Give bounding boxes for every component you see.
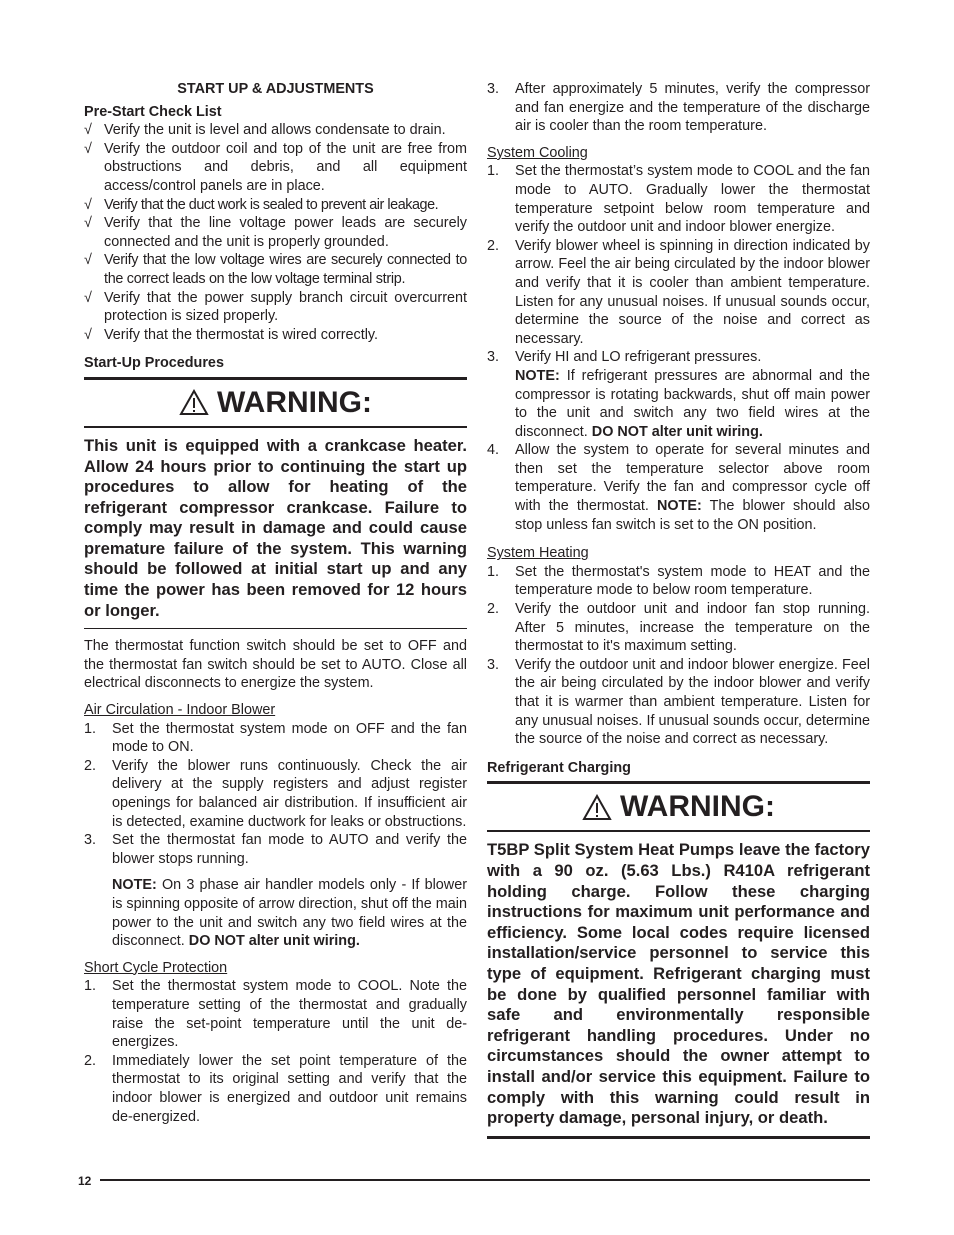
air-circulation-list	[84, 720, 467, 869]
warning-box	[487, 781, 870, 1138]
list-item: 2. Verify the blower runs continuously. Check the air delivery at the supply registers and adjust register openings for balanced air distribution. If insufficient air is detected, examine ductwork for leaks or obstructions.	[84, 757, 467, 830]
list-item: 1. Set the thermostat's system mode to HEAT and the temperature mode to below room temperature.	[487, 563, 870, 599]
check-mark: √	[84, 196, 92, 213]
list-item: 2. Immediately lower the set point temperature of the thermostat to its original setting and verify that the indoor blower is energized and outdoor unit remains de-energized.	[84, 1052, 467, 1125]
list-item: 2. Verify the outdoor unit and indoor fan stop running. After 5 minutes, increase the temperature on the thermostat to it's maximum setting.	[487, 601, 870, 655]
warning-triangle-icon	[179, 389, 209, 416]
air-circulation-heading: Air Circulation - Indoor Blower	[84, 702, 276, 719]
check-item: √ Verify the outdoor coil and top of the unit are free from obstructions and debris, and all equipment access/control panels are in place.	[84, 140, 467, 194]
list-item: 3. After approximately 5 minutes, verify the compressor and fan energize and the temperature of the discharge air is cooler than the room temperature.	[487, 81, 870, 135]
right-column	[487, 80, 870, 1139]
list-item: 1. Set the thermostat system mode on OFF and the fan mode to ON.	[84, 720, 467, 756]
refrigerant-charging-heading: Refrigerant Charging	[487, 759, 631, 776]
warning-triangle-icon	[582, 794, 612, 821]
section-title: START UP & ADJUSTMENTS	[177, 81, 374, 97]
startup-heading: Start-Up Procedures	[84, 355, 224, 372]
list-item: 3. Set the thermostat fan mode to AUTO and verify the blower stops running.	[84, 832, 467, 867]
intro-paragraph: The thermostat function switch should be set to OFF and the thermostat fan switch should be set to AUTO. Close all electrical disconnects to energize the system.	[84, 638, 467, 692]
air-note: NOTE: On 3 phase air handler models only - If blower is spinning opposite of arrow direction, shut off the main power to the unit and switch any two field wires at the disconnect. DO NOT alter unit wiring.	[112, 877, 467, 950]
list-item: 3. Verify HI and LO refrigerant pressures. NOTE: If refrigerant pressures are abnormal and the compressor is rotating backwards, shut off main power to the unit and switch any two field wires at the disconnect. DO NOT alter unit wiring.	[487, 349, 870, 440]
warning-title: WARNING:	[620, 790, 775, 824]
check-mark: √	[84, 289, 92, 306]
warning-title-row	[84, 380, 467, 428]
check-item: √ Verify the unit is level and allows condensate to drain.	[84, 122, 446, 139]
page-number: 12	[78, 1174, 92, 1188]
check-item: √ Verify that the low voltage wires are securely connected to the correct leads on the low voltage terminal strip.	[84, 252, 467, 287]
check-mark: √	[84, 252, 92, 269]
list-item: 3. Verify the outdoor unit and indoor blower energize. Feel the air being circulated by the indoor blower and verify that it is warmer than ambient temperature. Listen for any unusual noises. If unusual sounds occur, determine the source of the noise and correct as necessary.	[487, 656, 870, 748]
left-column	[84, 80, 467, 1126]
check-mark: √	[84, 326, 92, 343]
list-item: 4. Allow the system to operate for several minutes and then set the temperature selector above room temperature. Verify the fan and compressor cycle off with the thermostat. NOTE: The blower should also stop unless fan switch is set to the ON position.	[487, 442, 870, 533]
warning-title-row	[487, 784, 870, 832]
check-mark: √	[84, 215, 92, 232]
check-item: √ Verify that the line voltage power leads are securely connected and the unit is properly grounded.	[84, 215, 467, 250]
warning-title: WARNING:	[217, 385, 372, 419]
check-item: √ Verify that the thermostat is wired correctly.	[84, 326, 379, 343]
precheck-list	[84, 121, 467, 344]
check-mark: √	[84, 140, 92, 157]
footer-rule	[100, 1179, 870, 1181]
system-heating-list	[487, 563, 870, 749]
check-item: √ Verify that the duct work is sealed to prevent air leakage.	[84, 196, 439, 213]
warning-box	[84, 377, 467, 629]
warning-text: This unit is equipped with a crankcase heater. Allow 24 hours prior to continuing the start up procedures to allow for heating of the refrigerant compressor crankcase. Failure to comply may result in damage and could cause premature failure of the system. This warning should be followed at initial start up and any time the power has been removed for 12 hours or longer.	[84, 436, 467, 629]
system-heating-heading: System Heating	[487, 545, 589, 562]
system-cooling-list	[487, 162, 870, 534]
short-cycle-heading: Short Cycle Protection	[84, 959, 228, 976]
short-cycle-list	[84, 977, 467, 1126]
list-item: 2. Verify blower wheel is spinning in direction indicated by arrow. Feel the air being circulated by the indoor blower and verify that it is cooler than ambient temperature. Listen for any unusual noises. If unusual sounds occur, determine the source of the noise and correct as necessary.	[487, 237, 870, 347]
warning-text: T5BP Split System Heat Pumps leave the factory with a 90 oz. (5.63 Lbs.) R410A refrigerant holding charge. Follow these charging instructions for maximum unit performance and efficiency. Some local codes require licensed installation/service personnel to service this type of equipment. Refrigerant charging must be done by qualified personnel familiar with safe and environmentally responsible refrigerant handling procedures. Under no circumstances should the owner attempt to install and/or service this equipment. Failure to comply with this warning could result in property damage, personal injury, or death.	[487, 840, 870, 1138]
list-item: 1. Set the thermostat’s system mode to COOL and the fan mode to AUTO. Gradually lower the thermostat temperature setpoint below room temperature and verify the outdoor unit and indoor blower energize.	[487, 163, 870, 236]
system-cooling-heading: System Cooling	[487, 144, 588, 161]
list-item: 1. Set the thermostat system mode to COOL. Note the temperature setting of the thermostat and gradually raise the set-point temperature until the unit de-energizes.	[84, 978, 467, 1051]
check-mark: √	[84, 122, 92, 139]
precheck-heading: Pre-Start Check List	[84, 103, 222, 120]
check-item: √ Verify that the power supply branch circuit overcurrent protection is sized properly.	[84, 289, 467, 325]
